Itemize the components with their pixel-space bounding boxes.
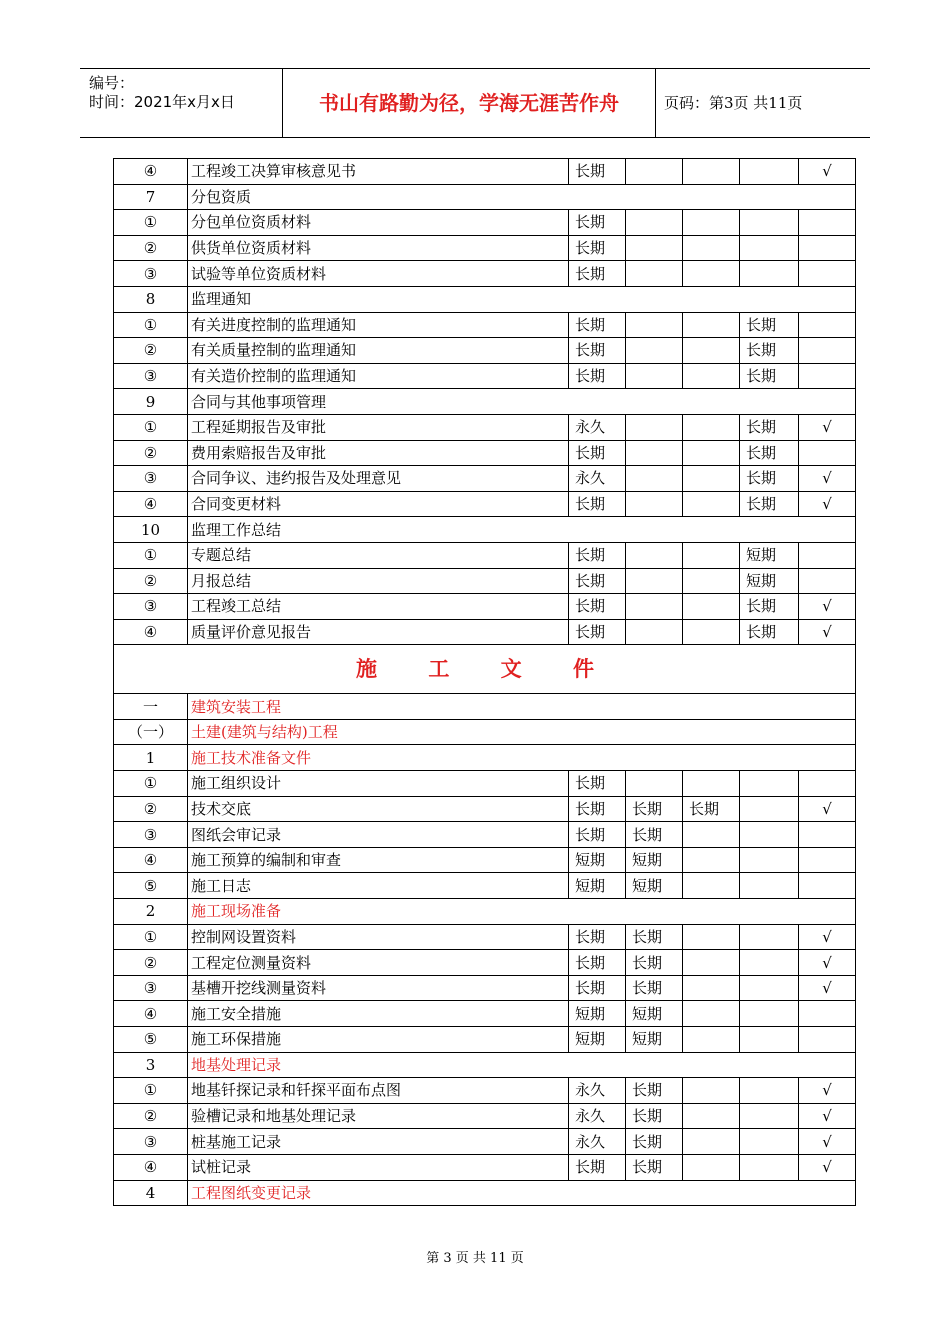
row-number: ① xyxy=(114,542,188,568)
retention-cell xyxy=(740,159,799,185)
check-cell: √ xyxy=(799,950,856,976)
retention-cell: 长期 xyxy=(569,491,626,517)
row-name: 有关进度控制的监理通知 xyxy=(188,312,569,338)
row-number: ④ xyxy=(114,491,188,517)
row-number: ④ xyxy=(114,847,188,873)
retention-cell xyxy=(683,440,740,466)
retention-cell xyxy=(626,210,683,236)
row-number: （一） xyxy=(114,719,188,745)
check-cell: √ xyxy=(799,594,856,620)
row-name: 质量评价意见报告 xyxy=(188,619,569,645)
retention-cell xyxy=(683,159,740,185)
retention-cell xyxy=(740,950,799,976)
check-cell: √ xyxy=(799,491,856,517)
retention-cell: 短期 xyxy=(626,873,683,899)
retention-cell xyxy=(683,312,740,338)
retention-cell: 短期 xyxy=(626,1027,683,1053)
retention-cell: 短期 xyxy=(569,847,626,873)
table-row xyxy=(114,261,856,287)
row-name: 施工环保措施 xyxy=(188,1027,569,1053)
check-cell: √ xyxy=(799,796,856,822)
row-name: 土建(建筑与结构)工程 xyxy=(188,719,856,745)
retention-cell: 长期 xyxy=(626,822,683,848)
retention-cell: 长期 xyxy=(569,924,626,950)
row-number: ④ xyxy=(114,159,188,185)
table-row xyxy=(114,847,856,873)
retention-cell xyxy=(740,261,799,287)
row-number: 8 xyxy=(114,286,188,312)
table-row xyxy=(114,1078,856,1104)
row-name: 施工日志 xyxy=(188,873,569,899)
row-name: 桩基施工记录 xyxy=(188,1129,569,1155)
check-cell xyxy=(799,338,856,364)
row-name: 施工预算的编制和审查 xyxy=(188,847,569,873)
table-row xyxy=(114,542,856,568)
retention-cell xyxy=(626,338,683,364)
check-cell: √ xyxy=(799,619,856,645)
retention-cell: 长期 xyxy=(683,796,740,822)
row-number: 4 xyxy=(114,1180,188,1206)
row-name: 试验等单位资质材料 xyxy=(188,261,569,287)
retention-cell: 长期 xyxy=(569,594,626,620)
retention-cell xyxy=(740,796,799,822)
retention-cell: 长期 xyxy=(740,594,799,620)
table-row xyxy=(114,822,856,848)
retention-cell: 长期 xyxy=(569,440,626,466)
retention-cell xyxy=(740,1103,799,1129)
row-number: ② xyxy=(114,1103,188,1129)
section-title: 施 工 文 件 xyxy=(114,645,856,694)
retention-cell: 长期 xyxy=(626,1154,683,1180)
retention-cell: 长期 xyxy=(569,363,626,389)
page-header xyxy=(80,68,870,138)
table-row xyxy=(114,1129,856,1155)
row-number: 1 xyxy=(114,745,188,771)
table-row xyxy=(114,466,856,492)
row-name: 图纸会审记录 xyxy=(188,822,569,848)
row-number: ③ xyxy=(114,1129,188,1155)
retention-cell xyxy=(683,950,740,976)
retention-cell: 长期 xyxy=(626,950,683,976)
retention-cell: 长期 xyxy=(569,950,626,976)
retention-cell xyxy=(683,1129,740,1155)
row-name: 有关质量控制的监理通知 xyxy=(188,338,569,364)
retention-cell xyxy=(683,1001,740,1027)
row-number: 10 xyxy=(114,517,188,543)
row-number: ④ xyxy=(114,1001,188,1027)
row-number: ② xyxy=(114,440,188,466)
retention-cell xyxy=(626,466,683,492)
table-row xyxy=(114,975,856,1001)
row-name: 工程延期报告及审批 xyxy=(188,414,569,440)
retention-cell: 短期 xyxy=(626,847,683,873)
retention-cell xyxy=(626,363,683,389)
number-label: 编号： xyxy=(89,74,135,92)
row-number: ① xyxy=(114,771,188,797)
row-number: 2 xyxy=(114,899,188,925)
table-row xyxy=(114,796,856,822)
row-name: 月报总结 xyxy=(188,568,569,594)
group-row xyxy=(114,286,856,312)
retention-cell: 长期 xyxy=(740,440,799,466)
retention-cell xyxy=(740,822,799,848)
retention-cell: 永久 xyxy=(569,414,626,440)
retention-cell: 长期 xyxy=(569,542,626,568)
row-number: ② xyxy=(114,568,188,594)
retention-cell: 长期 xyxy=(626,975,683,1001)
retention-cell xyxy=(626,261,683,287)
row-name: 试桩记录 xyxy=(188,1154,569,1180)
retention-cell xyxy=(683,466,740,492)
group-row xyxy=(114,745,856,771)
row-name: 分包资质 xyxy=(188,184,856,210)
retention-cell xyxy=(740,235,799,261)
row-name: 地基钎探记录和钎探平面布点图 xyxy=(188,1078,569,1104)
table-row xyxy=(114,568,856,594)
retention-cell: 长期 xyxy=(626,1103,683,1129)
header-meta xyxy=(80,69,283,137)
row-name: 地基处理记录 xyxy=(188,1052,856,1078)
row-number: ③ xyxy=(114,594,188,620)
check-cell xyxy=(799,1001,856,1027)
row-number: ③ xyxy=(114,975,188,1001)
check-cell xyxy=(799,542,856,568)
check-cell xyxy=(799,822,856,848)
check-cell: √ xyxy=(799,924,856,950)
group-row xyxy=(114,184,856,210)
check-cell: √ xyxy=(799,159,856,185)
time-label: 时间：2021年x月x日 xyxy=(89,93,235,111)
row-name: 验槽记录和地基处理记录 xyxy=(188,1103,569,1129)
row-name: 施工现场准备 xyxy=(188,899,856,925)
retention-cell: 长期 xyxy=(626,924,683,950)
table-row xyxy=(114,1154,856,1180)
check-cell xyxy=(799,312,856,338)
retention-cell: 长期 xyxy=(740,466,799,492)
row-number: ③ xyxy=(114,363,188,389)
retention-cell xyxy=(683,1078,740,1104)
table-row xyxy=(114,771,856,797)
retention-cell xyxy=(683,568,740,594)
row-number: ① xyxy=(114,924,188,950)
table-row xyxy=(114,210,856,236)
row-number: ③ xyxy=(114,261,188,287)
retention-cell: 永久 xyxy=(569,1129,626,1155)
retention-cell xyxy=(740,975,799,1001)
retention-cell: 长期 xyxy=(569,796,626,822)
table-row xyxy=(114,1027,856,1053)
row-name: 基槽开挖线测量资料 xyxy=(188,975,569,1001)
row-name: 有关造价控制的监理通知 xyxy=(188,363,569,389)
retention-cell xyxy=(683,619,740,645)
row-number: ① xyxy=(114,414,188,440)
group-row xyxy=(114,389,856,415)
row-number: ② xyxy=(114,338,188,364)
row-number: 3 xyxy=(114,1052,188,1078)
retention-cell xyxy=(683,594,740,620)
retention-cell: 长期 xyxy=(740,363,799,389)
retention-cell xyxy=(683,210,740,236)
check-cell xyxy=(799,873,856,899)
retention-cell: 短期 xyxy=(626,1001,683,1027)
archive-table xyxy=(113,158,856,1206)
retention-cell xyxy=(683,924,740,950)
retention-cell xyxy=(683,873,740,899)
retention-cell xyxy=(740,1001,799,1027)
row-name: 工程图纸变更记录 xyxy=(188,1180,856,1206)
row-name: 合同争议、违约报告及处理意见 xyxy=(188,466,569,492)
retention-cell: 长期 xyxy=(740,414,799,440)
row-name: 工程竣工总结 xyxy=(188,594,569,620)
row-number: ③ xyxy=(114,466,188,492)
retention-cell xyxy=(626,312,683,338)
group-row xyxy=(114,719,856,745)
check-cell xyxy=(799,568,856,594)
row-name: 施工组织设计 xyxy=(188,771,569,797)
retention-cell xyxy=(683,542,740,568)
check-cell: √ xyxy=(799,975,856,1001)
retention-cell: 短期 xyxy=(569,1001,626,1027)
retention-cell: 长期 xyxy=(569,261,626,287)
row-number: ③ xyxy=(114,822,188,848)
retention-cell xyxy=(683,414,740,440)
table-row xyxy=(114,312,856,338)
retention-cell: 长期 xyxy=(626,796,683,822)
row-number: ① xyxy=(114,210,188,236)
retention-cell xyxy=(626,568,683,594)
retention-cell: 短期 xyxy=(569,1027,626,1053)
retention-cell xyxy=(740,873,799,899)
retention-cell xyxy=(626,491,683,517)
retention-cell xyxy=(683,363,740,389)
retention-cell: 短期 xyxy=(740,542,799,568)
row-number: ① xyxy=(114,312,188,338)
check-cell xyxy=(799,363,856,389)
row-number: 一 xyxy=(114,694,188,720)
retention-cell: 长期 xyxy=(569,975,626,1001)
check-cell xyxy=(799,261,856,287)
page-footer: 第 3 页 共 11 页 xyxy=(426,1251,524,1266)
table-row xyxy=(114,491,856,517)
retention-cell xyxy=(683,491,740,517)
retention-cell xyxy=(683,822,740,848)
retention-cell: 长期 xyxy=(740,312,799,338)
row-number: ⑤ xyxy=(114,873,188,899)
row-number: 9 xyxy=(114,389,188,415)
row-name: 费用索赔报告及审批 xyxy=(188,440,569,466)
retention-cell: 永久 xyxy=(569,1103,626,1129)
retention-cell xyxy=(626,440,683,466)
retention-cell: 永久 xyxy=(569,466,626,492)
retention-cell xyxy=(683,235,740,261)
check-cell xyxy=(799,1027,856,1053)
retention-cell xyxy=(626,619,683,645)
retention-cell xyxy=(683,847,740,873)
row-name: 合同变更材料 xyxy=(188,491,569,517)
row-number: ④ xyxy=(114,619,188,645)
row-number: 7 xyxy=(114,184,188,210)
table-row xyxy=(114,594,856,620)
retention-cell xyxy=(683,771,740,797)
row-number: ⑤ xyxy=(114,1027,188,1053)
row-number: ② xyxy=(114,235,188,261)
table-row xyxy=(114,1103,856,1129)
row-name: 技术交底 xyxy=(188,796,569,822)
check-cell: √ xyxy=(799,1103,856,1129)
table-row xyxy=(114,235,856,261)
table-row xyxy=(114,1001,856,1027)
row-name: 工程竣工决算审核意见书 xyxy=(188,159,569,185)
retention-cell: 长期 xyxy=(569,822,626,848)
retention-cell: 长期 xyxy=(626,1129,683,1155)
retention-cell xyxy=(683,1154,740,1180)
row-name: 施工安全措施 xyxy=(188,1001,569,1027)
retention-cell: 长期 xyxy=(740,338,799,364)
header-motto: 书山有路勤为径，学海无涯苦作舟 xyxy=(283,69,656,137)
check-cell: √ xyxy=(799,414,856,440)
retention-cell xyxy=(683,338,740,364)
retention-cell: 长期 xyxy=(569,568,626,594)
retention-cell: 长期 xyxy=(569,312,626,338)
retention-cell: 长期 xyxy=(569,619,626,645)
retention-cell: 长期 xyxy=(740,619,799,645)
retention-cell xyxy=(626,594,683,620)
check-cell: √ xyxy=(799,466,856,492)
row-name: 监理通知 xyxy=(188,286,856,312)
row-name: 施工技术准备文件 xyxy=(188,745,856,771)
header-page-info: 页码：第3页 共11页 xyxy=(664,94,803,112)
table-row xyxy=(114,924,856,950)
check-cell xyxy=(799,210,856,236)
table-row xyxy=(114,619,856,645)
retention-cell xyxy=(626,235,683,261)
retention-cell xyxy=(740,1078,799,1104)
retention-cell xyxy=(740,1027,799,1053)
retention-cell xyxy=(683,261,740,287)
retention-cell xyxy=(740,924,799,950)
retention-cell xyxy=(740,1129,799,1155)
row-name: 建筑安装工程 xyxy=(188,694,856,720)
row-number: ④ xyxy=(114,1154,188,1180)
table-row xyxy=(114,873,856,899)
table-row xyxy=(114,363,856,389)
row-name: 专题总结 xyxy=(188,542,569,568)
check-cell: √ xyxy=(799,1154,856,1180)
row-name: 控制网设置资料 xyxy=(188,924,569,950)
check-cell: √ xyxy=(799,1078,856,1104)
retention-cell xyxy=(683,1027,740,1053)
retention-cell xyxy=(683,1103,740,1129)
check-cell xyxy=(799,235,856,261)
group-row xyxy=(114,1180,856,1206)
row-number: ② xyxy=(114,796,188,822)
table-row xyxy=(114,950,856,976)
row-name: 供货单位资质材料 xyxy=(188,235,569,261)
table-row xyxy=(114,338,856,364)
check-cell: √ xyxy=(799,1129,856,1155)
table-row xyxy=(114,440,856,466)
check-cell xyxy=(799,771,856,797)
retention-cell xyxy=(626,414,683,440)
retention-cell: 长期 xyxy=(626,1078,683,1104)
retention-cell xyxy=(740,1154,799,1180)
retention-cell xyxy=(626,159,683,185)
retention-cell xyxy=(626,542,683,568)
row-name: 监理工作总结 xyxy=(188,517,856,543)
row-number: ① xyxy=(114,1078,188,1104)
retention-cell xyxy=(740,210,799,236)
retention-cell: 长期 xyxy=(569,1154,626,1180)
check-cell xyxy=(799,847,856,873)
retention-cell: 长期 xyxy=(569,210,626,236)
check-cell xyxy=(799,440,856,466)
group-row xyxy=(114,1052,856,1078)
group-row xyxy=(114,899,856,925)
retention-cell: 长期 xyxy=(569,771,626,797)
retention-cell xyxy=(740,771,799,797)
row-number: ② xyxy=(114,950,188,976)
table-row xyxy=(114,159,856,185)
row-name: 分包单位资质材料 xyxy=(188,210,569,236)
group-row xyxy=(114,694,856,720)
group-row xyxy=(114,517,856,543)
table-row xyxy=(114,414,856,440)
retention-cell xyxy=(683,975,740,1001)
retention-cell: 短期 xyxy=(740,568,799,594)
retention-cell: 短期 xyxy=(569,873,626,899)
retention-cell xyxy=(740,847,799,873)
retention-cell: 长期 xyxy=(569,338,626,364)
retention-cell xyxy=(626,771,683,797)
retention-cell: 永久 xyxy=(569,1078,626,1104)
row-name: 合同与其他事项管理 xyxy=(188,389,856,415)
retention-cell: 长期 xyxy=(740,491,799,517)
retention-cell: 长期 xyxy=(569,159,626,185)
row-name: 工程定位测量资料 xyxy=(188,950,569,976)
section-row xyxy=(114,645,856,694)
retention-cell: 长期 xyxy=(569,235,626,261)
